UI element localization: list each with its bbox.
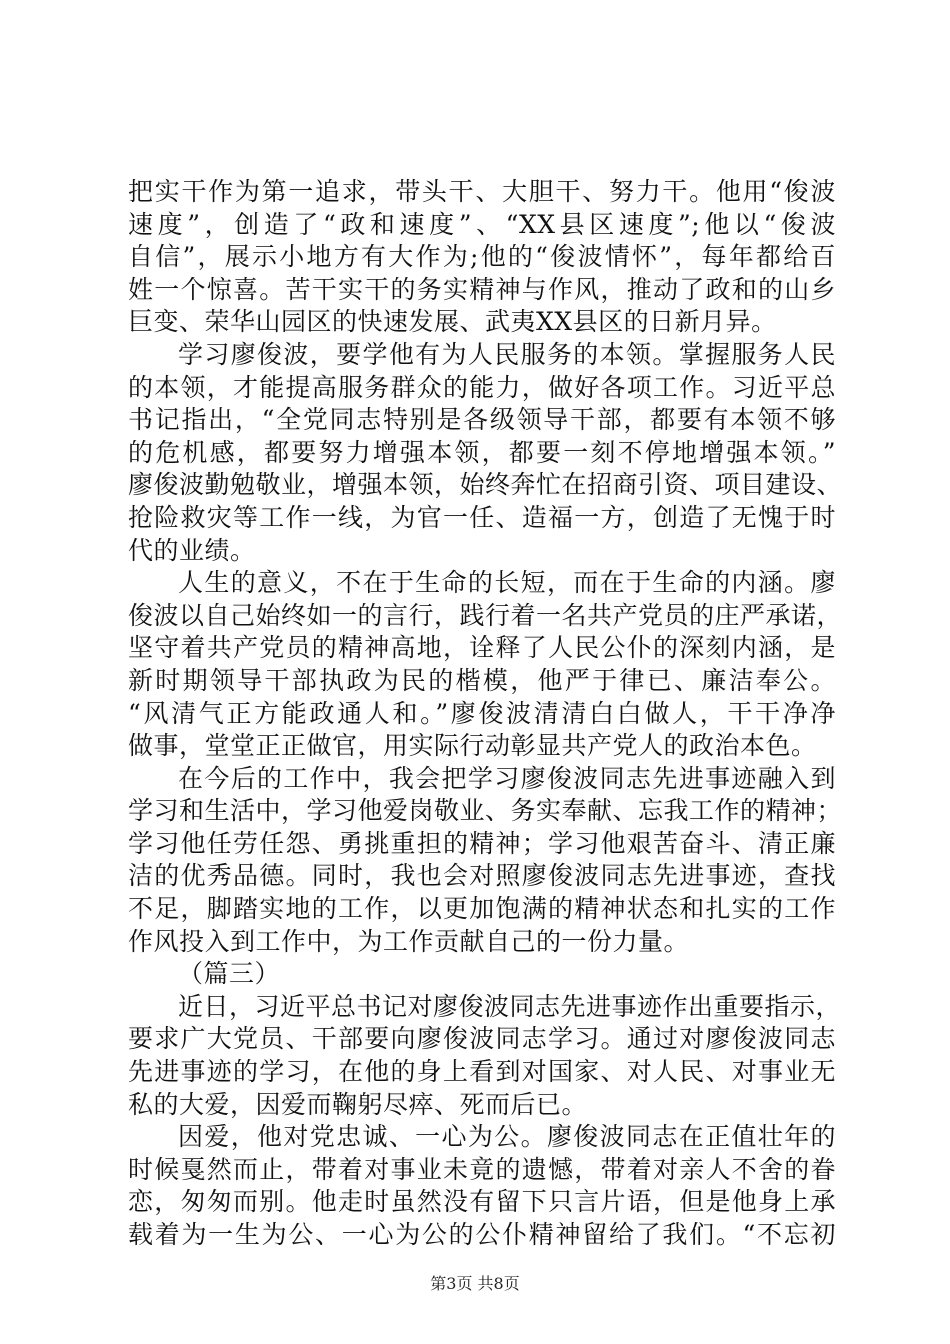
text-line: （篇三） (178, 959, 281, 989)
text-line: 抢险救灾等工作一线，为官一任、造福一方，创造了无愧于时 (128, 502, 836, 532)
text-line: 先进事迹的学习，在他的身上看到对国家、对人民、对事业无 (128, 1057, 836, 1087)
text-line: 俊波以自己始终如一的言行，践行着一名共产党员的庄严承诺， (128, 600, 843, 630)
text-line: 代的业绩。 (128, 535, 256, 565)
text-line: 学习他任劳任怨、勇挑重担的精神；学习他艰苦奋斗、清正廉 (128, 828, 836, 858)
text-line: 把实干作为第一追求，带头干、大胆干、努力干。他用“俊波 (128, 177, 836, 206)
text-line: 新时期领导干部执政为民的楷模，他严于律已、廉洁奉公。 (128, 665, 836, 695)
text-line: 巨变、荣华山园区的快速发展、武夷XX县区的日新月异。 (128, 307, 777, 337)
text-line: “风清气正方能政通人和。”廖俊波清清白白做人，干干净净 (128, 698, 836, 728)
text-line: 自信”，展示小地方有大作为;他的“俊波情怀”，每年都给百 (128, 242, 836, 272)
text-line: 作风投入到工作中，为工作贡献自己的一份力量。 (128, 926, 690, 956)
page-footer: 第3页 共8页 (430, 1274, 520, 1293)
text-line: 洁的优秀品德。同时，我也会对照廖俊波同志先进事迹，查找 (128, 861, 836, 891)
document-body (128, 176, 843, 1252)
text-line: 私的大爱，因爱而鞠躬尽瘁、死而后已。 (128, 1089, 588, 1119)
text-line: 人生的意义，不在于生命的长短，而在于生命的内涵。廖 (178, 568, 836, 598)
text-line: 不足，脚踏实地的工作，以更加饱满的精神状态和扎实的工作 (128, 894, 836, 924)
text-line: 因爱，他对党忠诚、一心为公。廖俊波同志在正值壮年的 (178, 1122, 836, 1152)
text-line: 载着为一生为公、一心为公的公仆精神留给了我们。“不忘初 (128, 1220, 836, 1249)
text-line: 做事，堂堂正正做官，用实际行动彰显共产党人的政治本色。 (128, 731, 817, 761)
text-line: 恋，匆匆而别。他走时虽然没有留下只言片语，但是他身上承 (128, 1187, 836, 1217)
text-line: 速度”，创造了“政和速度”、“XX县区速度”;他以“俊波 (128, 209, 836, 239)
text-line: 书记指出，“全党同志特别是各级领导干部，都要有本领不够 (128, 405, 836, 435)
text-line: 的危机感，都要努力增强本领，都要一刻不停地增强本领。” (128, 437, 836, 467)
text-line: 姓一个惊喜。苦干实干的务实精神与作风，推动了政和的山乡 (128, 274, 836, 304)
text-line: 学习廖俊波，要学他有为人民服务的本领。掌握服务人民 (178, 339, 836, 369)
text-line: 在今后的工作中，我会把学习廖俊波同志先进事迹融入到 (178, 763, 836, 793)
text-line: 学习和生活中，学习他爱岗敬业、务实奉献、忘我工作的精神； (128, 796, 843, 826)
text-line: 坚守着共产党员的精神高地，诠释了人民公仆的深刻内涵，是 (128, 633, 836, 663)
text-line: 的本领，才能提高服务群众的能力，做好各项工作。习近平总 (128, 372, 836, 402)
text-line: 廖俊波勤勉敬业，增强本领，始终奔忙在招商引资、项目建设、 (128, 470, 843, 500)
text-line: 要求广大党员、干部要向廖俊波同志学习。通过对廖俊波同志 (128, 1024, 836, 1054)
text-line: 近日，习近平总书记对廖俊波同志先进事迹作出重要指示， (178, 991, 842, 1021)
text-line: 时候戛然而止，带着对事业未竟的遗憾，带着对亲人不舍的眷 (128, 1154, 836, 1184)
